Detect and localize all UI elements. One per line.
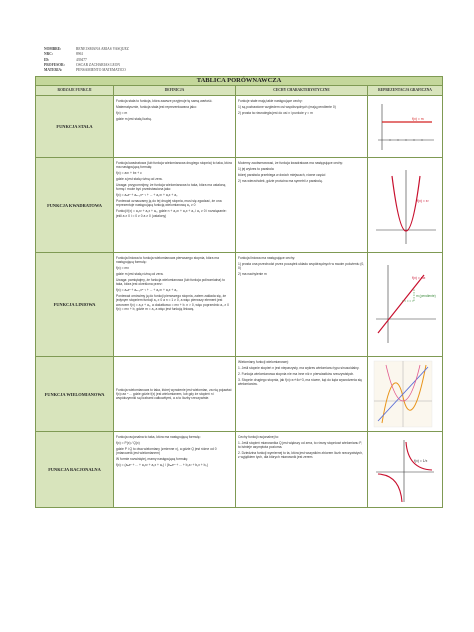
text-line: Cechy funkcji racjonalnej to: <box>238 435 280 439</box>
definition-cell <box>114 432 236 508</box>
info-label: NRC: <box>44 52 53 57</box>
text-line: Matematycznie, funkcja stała jest reprezentowana jako: <box>116 104 197 109</box>
text-line: Funkcja kwadratowa (lub funkcja wielomianowa drugiego stopnia) to taka, która ma następującą formułę: <box>116 161 232 170</box>
comparison-table <box>35 76 443 508</box>
text-line: Funkcja liniowa ma następujące cechy: <box>238 256 296 260</box>
text-line: Możemy zaobserwować, że funkcja kwadratowa ma następujące cechy: <box>238 161 343 165</box>
table-row <box>36 253 443 357</box>
text-line: f(x) = aₙxⁿ + aₙ₋₁xⁿ⁻¹ + ... + a₂x² + a₁x + a₀ <box>116 193 178 198</box>
info-label: MATERIA: <box>44 68 63 73</box>
polynomial-function-graph <box>368 357 443 432</box>
features-cell <box>236 158 368 253</box>
text-line: Funkcji f(x) = a₂x² + a₁x + a₀, gdzie n + a₂x² + a₁x + a₀ i a₂ ≠ 0 i rozwiązanie: jeśli a ≠ 0 i = 0 ≠ 0 a ≠ 0 (ustalony) <box>116 209 227 218</box>
text-line: gdzie m jest stałą liczbą. <box>116 116 152 121</box>
table-row <box>36 432 443 508</box>
info-label: PROFESOR: <box>44 62 65 67</box>
info-value: RENE ISMANA ARIAS VASQUEZ <box>76 47 129 51</box>
text-line: 2) ma nachylenie m <box>238 272 267 277</box>
features-cell <box>236 253 368 357</box>
row-header: FUNKCJA LINIOWA <box>36 253 114 357</box>
text-line: gdzie P i Q to dwa wielomiany (zmienne x), a gdzie Q jest różne od 0 (mianownik jest wielomianem) <box>116 446 217 456</box>
rational-function-graph <box>368 432 443 508</box>
info-label: NOMBRE: <box>44 47 62 51</box>
definition-cell <box>114 357 236 432</box>
text-line: Funkcja wielomianowa to taka, której wyrażenie jest wielomian, za nią pojawiać f(x)=ax ⁿ ... gdzie gdzie f(x) jest wielomianem, lub gdy że stopień n i współczynniki są liczbami całkowitymi, a a to liczby rzeczywiste. <box>116 387 232 401</box>
graph-cell <box>368 432 443 508</box>
column-header: REPREZENTACJA GRAFICZNA <box>368 86 443 96</box>
text-line: 1) prosta ona przechodzi przez początek układu współrzędnych w swoim położeniu (0, 0) <box>238 261 365 271</box>
graph-cell <box>368 158 443 253</box>
text-line: f(x) = mx <box>116 266 129 271</box>
info-value: 439477 <box>76 57 87 62</box>
text-line: Wielomiany funkcji wielomianowej: <box>238 360 289 364</box>
features-cell <box>236 357 368 432</box>
text-line: gdzie m jest stałą różną od zera. <box>116 272 164 277</box>
info-value: OSCAR ZACHARIAS LEON <box>76 62 120 67</box>
text-line: f(x) = aₙxⁿ + aₙ₋₁xⁿ⁻¹ + ... + a₂x² + a₁x + a₀ <box>116 288 178 293</box>
column-header: DEFINICJA <box>114 86 236 96</box>
info-value: PENSAMIENTO MATEMATICO <box>76 68 126 73</box>
graph-label: f(x) = 1/x <box>414 459 428 463</box>
graph-cell <box>368 357 443 432</box>
graph-label: m (pendiente) <box>416 294 436 298</box>
text-line: W formie rozwiniętej, mamy następującą formułę: <box>116 456 189 461</box>
text-line: Ponieważ oznaczamy ją do tej drugiej stopnia, musi się zgadzać, że ona reprezentuje następującą funkcją wielomianową a₂ ≠ 0 <box>116 199 222 208</box>
text-line: 1) jej wykres to parabola <box>238 166 274 171</box>
table-row <box>36 96 443 158</box>
text-line: Funkcja stała to funkcja, która zawsze przyjmuje tę samą wartość. <box>116 99 213 103</box>
text-line: której parabola przebiega w dwóch miejscach, równe części <box>238 172 326 177</box>
text-line: f(x) = P(x) / Q(x) <box>116 440 140 445</box>
text-line: Uwaga: przypomnijmy, że funkcja wielomianowa to taka, która ma ustaloną formę i może być przedstawiona jako: <box>116 182 226 192</box>
constant-function-graph <box>368 96 443 158</box>
text-line: gdzie a jest stałą różną od zera. <box>116 177 163 182</box>
definition-cell <box>114 96 236 158</box>
text-line: f(x) = (aₙxⁿ + ... + a₂x² + a₁x + a₀) / (bₘxᵐ + ... + b₂x² + b₁x + b₀) <box>116 462 208 467</box>
info-value: 8961 <box>76 52 84 57</box>
column-header: CECHY CHARAKTERYSTYCZNE <box>236 86 368 96</box>
text-line: 1) są pozbawione wzgledem osi współrzędnych (mają pendiente 0) <box>238 104 336 109</box>
text-line: 1. Jeśli stopień mianownika Q jest większy od zera, to równy stopniowi wielomianu P, to istnieje asymptota pozioma. <box>238 440 362 450</box>
row-header: FUNKCJA RACJONALNA <box>36 432 114 508</box>
text-line: 1. Jeśli stopnie stopień n jest nieparzysty, ma wykres wielomianu typu sinusoidalny. <box>238 365 360 370</box>
row-header: FUNKCJA STAŁA <box>36 96 114 158</box>
graph-label: f(x) = m <box>412 117 424 121</box>
graph-cell <box>368 96 443 158</box>
definition-cell <box>114 158 236 253</box>
student-info <box>44 47 129 73</box>
graph-label: f(x) = mx <box>412 276 426 280</box>
info-row <box>44 68 129 73</box>
text-line: 2. Dziedzina funkcji wymiernej to ta, która jest wszystkim zbiorem liczb rzeczywistych, z wyjątkiem tych, dla których mianownik jest zerem. <box>238 451 363 460</box>
text-line: Funkcja liniowa to funkcja wielomianowa pierwszego stopnia, która ma następującą formułę: <box>116 256 219 265</box>
table-row <box>36 357 443 432</box>
text-line: 3. Stopnie drugiego stopnia, jak f(x)=x²+4x+3, ma równe, kąt do kąta wywodzenia się wielomianów. <box>238 377 362 386</box>
text-line: Funkcje stałe mają takie następujące cechy: <box>238 99 303 103</box>
features-cell <box>236 96 368 158</box>
row-header: FUNKCJA KWADRATOWA <box>36 158 114 253</box>
text-line: 2. Funkcja wielomianowa stopnia nie ma inne niż n pierwiastków rzeczywistych. <box>238 371 355 376</box>
text-line: 2) ma wierzchołek, gdzie prościna ma symetrii z parabolą. <box>238 178 323 183</box>
quadratic-function-graph <box>368 158 443 253</box>
table-row <box>36 158 443 253</box>
text-line: 2) prosta ta równoległa jest do osi x i punkcie y = m <box>238 110 313 115</box>
text-line: f(x) = ax² + bx + c <box>116 171 142 176</box>
text-line: Funkcja racjonalna to taka, która ma następującą formułę: <box>116 435 201 439</box>
text-line: f(x) = m <box>116 110 128 115</box>
text-line: Uwaga: pamiętajmy, że funkcja wielomianowa (lub funkcja polinomialna) to taka, która jest określona przez: <box>116 277 225 287</box>
features-cell <box>236 432 368 508</box>
table-title: TABLICA PORÓWNAWCZA <box>36 77 443 86</box>
column-header: RODZAJE FUNKCJI <box>36 86 114 96</box>
graph-cell <box>368 253 443 357</box>
row-header: FUNKCJA WIELOMIANOWA <box>36 357 114 432</box>
text-line: Ponieważ omówimy ją do funkcji pierwszego stopnia, zatem zakłada się, że jedynym stopniem funkcji a₁ ≠ 0 a n = 1 ≠ 0, a więc pierwszy element jest wzorcem f(x) = a₁x + a₀, a dodatkowo = mx + b. n > 0, więc poprzednio a₀ ≠ 0 f(x) = mx + b, gdzie m = a₁ a więc jest funkcją liniową. <box>116 294 229 311</box>
definition-cell <box>114 253 236 357</box>
graph-label: f(x) = x² <box>417 199 429 203</box>
info-label: ID: <box>44 57 50 62</box>
linear-function-graph <box>368 253 443 357</box>
